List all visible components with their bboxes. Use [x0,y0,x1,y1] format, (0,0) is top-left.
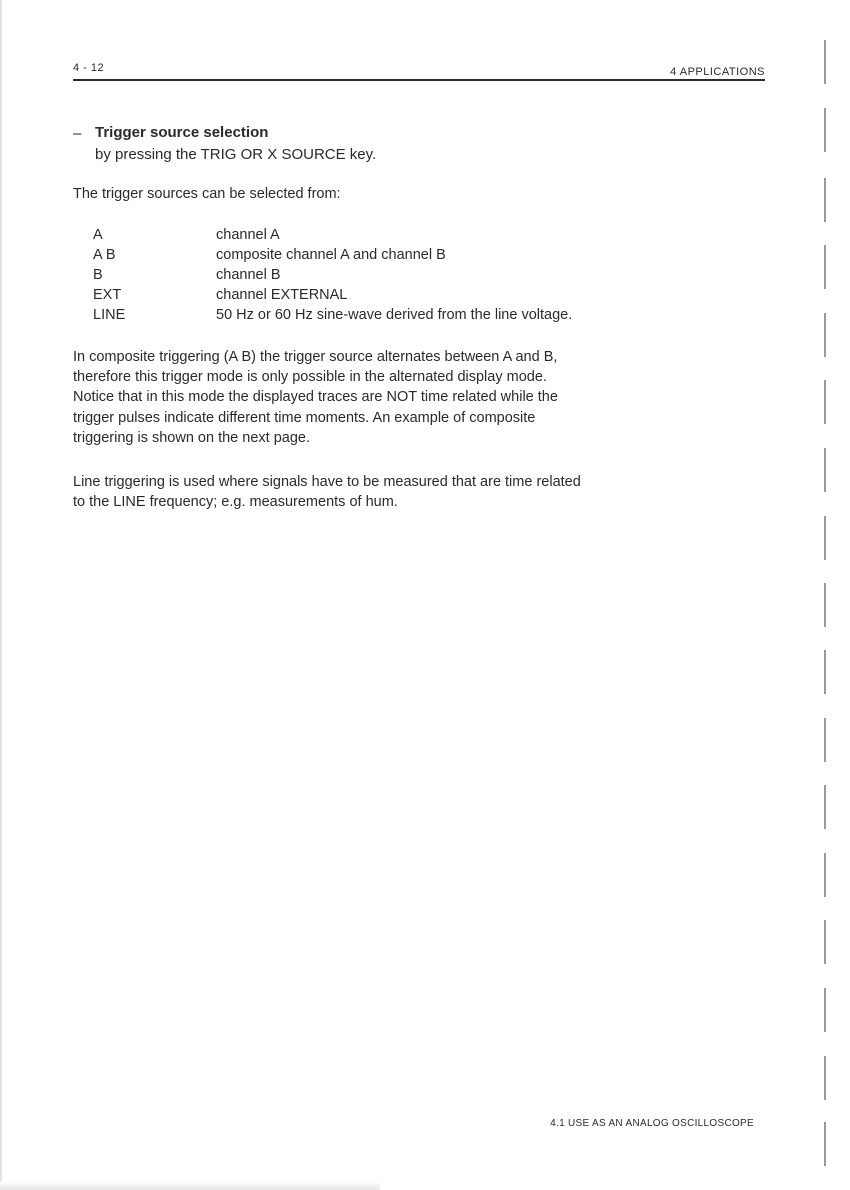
binder-mark [824,516,826,560]
paragraph-line: therefore this trigger mode is only possible in the alternated display mode. [73,369,547,386]
binder-mark [824,988,826,1032]
paragraph-line: Line triggering is used where signals have to be measured that are time related [73,474,581,490]
intro-text: The trigger sources can be selected from: [73,186,341,202]
page-number: 4 - 12 [73,62,105,74]
section-heading: Trigger source selection [95,124,269,141]
source-code: A [93,227,103,243]
binder-mark [824,853,826,897]
source-description: composite channel A and channel B [216,247,446,263]
composite-triggering-paragraph [73,347,773,448]
binder-mark [824,920,826,964]
page-edge-shadow [0,0,3,1190]
paragraph-line: to the LINE frequency; e.g. measurements of hum. [73,494,398,511]
binder-mark [824,583,826,627]
paragraph-line: trigger pulses indicate different time moments. An example of composite [73,409,536,426]
binder-mark [824,178,826,222]
source-description: channel A [216,227,280,243]
source-description: 50 Hz or 60 Hz sine-wave derived from the line voltage. [216,307,573,323]
binder-mark [824,1056,826,1100]
page-header [73,60,765,82]
header-rule [73,79,765,81]
binder-mark [824,108,826,152]
source-code: LINE [93,307,126,323]
binder-mark [824,1122,826,1166]
list-item [93,287,733,307]
source-code: EXT [93,287,122,303]
binder-mark [824,40,826,84]
source-description: channel B [216,267,281,283]
binder-mark [824,785,826,829]
binder-mark [824,380,826,424]
list-item [93,227,733,247]
line-triggering-paragraph [73,472,773,512]
binder-hole-marks [812,30,842,1170]
chapter-title: 4 APPLICATIONS [670,66,765,78]
paragraph-line: triggering is shown on the next page. [73,429,310,446]
binder-mark [824,650,826,694]
source-description: channel EXTERNAL [216,287,348,303]
trigger-source-list [93,227,733,327]
paragraph-line: In composite triggering (A B) the trigger source alternates between A and B, [73,349,558,365]
list-item [93,267,733,287]
binder-mark [824,245,826,289]
bottom-edge-shadow [0,1182,380,1190]
bullet-dash: – [73,125,82,142]
binder-mark [824,313,826,357]
list-item [93,247,733,267]
binder-mark [824,448,826,492]
paragraph-line: Notice that in this mode the displayed traces are NOT time related while the [73,389,558,406]
section-subheading: by pressing the TRIG OR X SOURCE key. [95,146,377,163]
page-footer: 4.1 USE AS AN ANALOG OSCILLOSCOPE [550,1118,754,1129]
source-code: B [93,267,103,283]
binder-mark [824,718,826,762]
source-code: A B [93,247,116,263]
list-item [93,307,733,327]
